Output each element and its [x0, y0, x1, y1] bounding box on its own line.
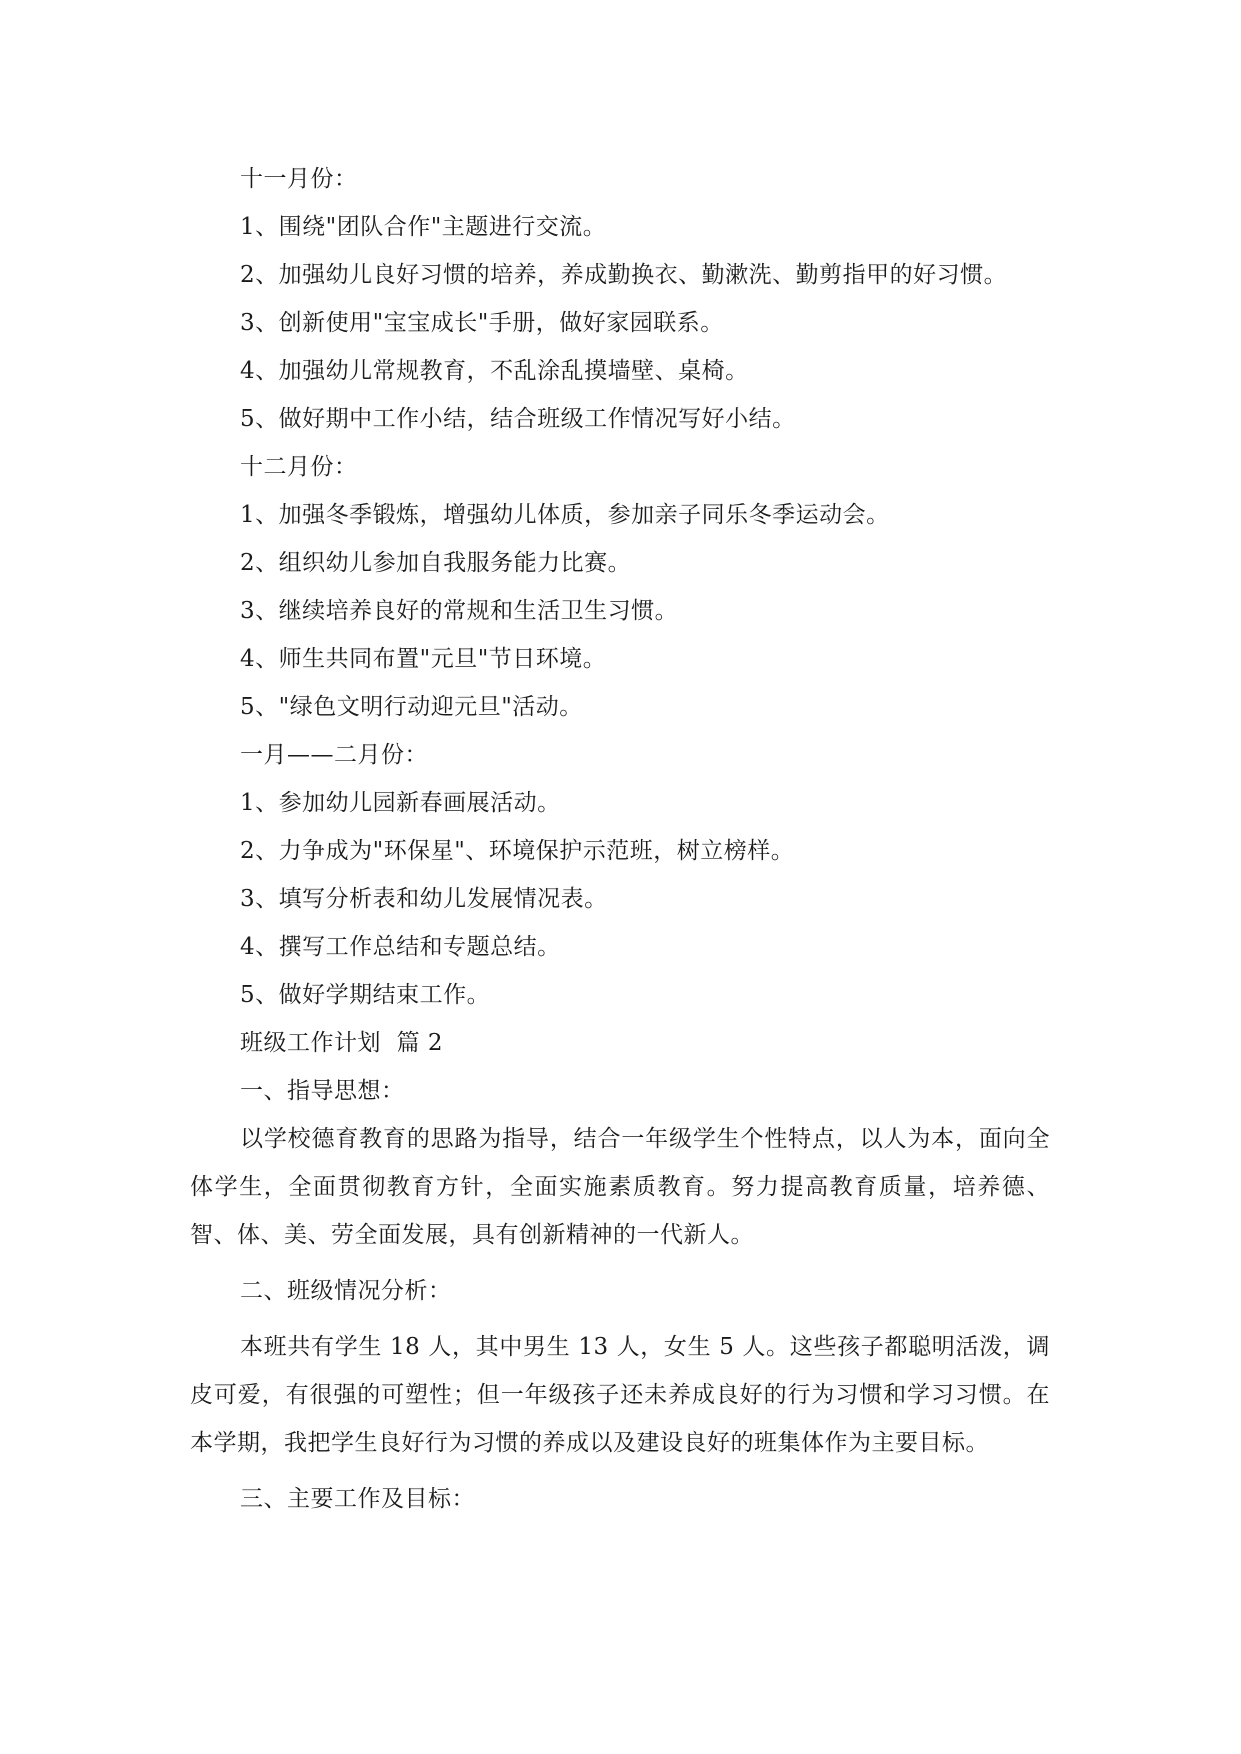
- list-item: 3、继续培养良好的常规和生活卫生习惯。: [240, 598, 679, 624]
- list-item: 2、组织幼儿参加自我服务能力比赛。: [240, 550, 632, 576]
- list-item: 4、撰写工作总结和专题总结。: [240, 934, 561, 960]
- section-heading-december: 十二月份：: [240, 454, 358, 480]
- list-item: 1、参加幼儿园新春画展活动。: [240, 790, 561, 816]
- plan-title: 班级工作计划 篇 2: [240, 1030, 444, 1056]
- section-heading-jan-feb: 一月——二月份：: [240, 742, 428, 768]
- list-item: 4、师生共同布置"元旦"节日环境。: [240, 646, 607, 672]
- list-item: 1、围绕"团队合作"主题进行交流。: [240, 214, 607, 240]
- guide-paragraph: 以学校德育教育的思路为指导，结合一年级学生个性特点，以人为本，面向全体学生，全面贯彻教育方针，全面实施素质教育。努力提高教育质量，培养德、智、体、美、劳全面发展，具有创新精神的一代新人。: [190, 1126, 1050, 1248]
- analysis-heading: 二、班级情况分析：: [240, 1278, 452, 1304]
- analysis-paragraph: 本班共有学生 18 人，其中男生 13 人，女生 5 人。这些孩子都聪明活泼，调皮可爱，有很强的可塑性；但一年级孩子还未养成良好的行为习惯和学习习惯。在本学期，我把学生良好行为习惯的养成以及建设良好的班集体作为主要目标。: [190, 1334, 1050, 1456]
- list-item: 5、做好学期结束工作。: [240, 982, 491, 1008]
- list-item: 4、加强幼儿常规教育，不乱涂乱摸墙壁、桌椅。: [240, 358, 749, 384]
- list-item: 2、加强幼儿良好习惯的培养，养成勤换衣、勤漱洗、勤剪指甲的好习惯。: [240, 262, 1008, 288]
- section-heading-november: 十一月份：: [240, 166, 358, 192]
- list-item: 5、做好期中工作小结，结合班级工作情况写好小结。: [240, 406, 796, 432]
- document-body: [190, 155, 1050, 1523]
- guide-heading: 一、指导思想：: [240, 1078, 405, 1104]
- list-item: 1、加强冬季锻炼，增强幼儿体质，参加亲子同乐冬季运动会。: [240, 502, 890, 528]
- list-item: 2、力争成为"环保星"、环境保护示范班，树立榜样。: [240, 838, 795, 864]
- list-item: 3、创新使用"宝宝成长"手册，做好家园联系。: [240, 310, 724, 336]
- goals-heading: 三、主要工作及目标：: [240, 1486, 475, 1512]
- list-item: 5、"绿色文明行动迎元旦"活动。: [240, 694, 583, 720]
- list-item: 3、填写分析表和幼儿发展情况表。: [240, 886, 608, 912]
